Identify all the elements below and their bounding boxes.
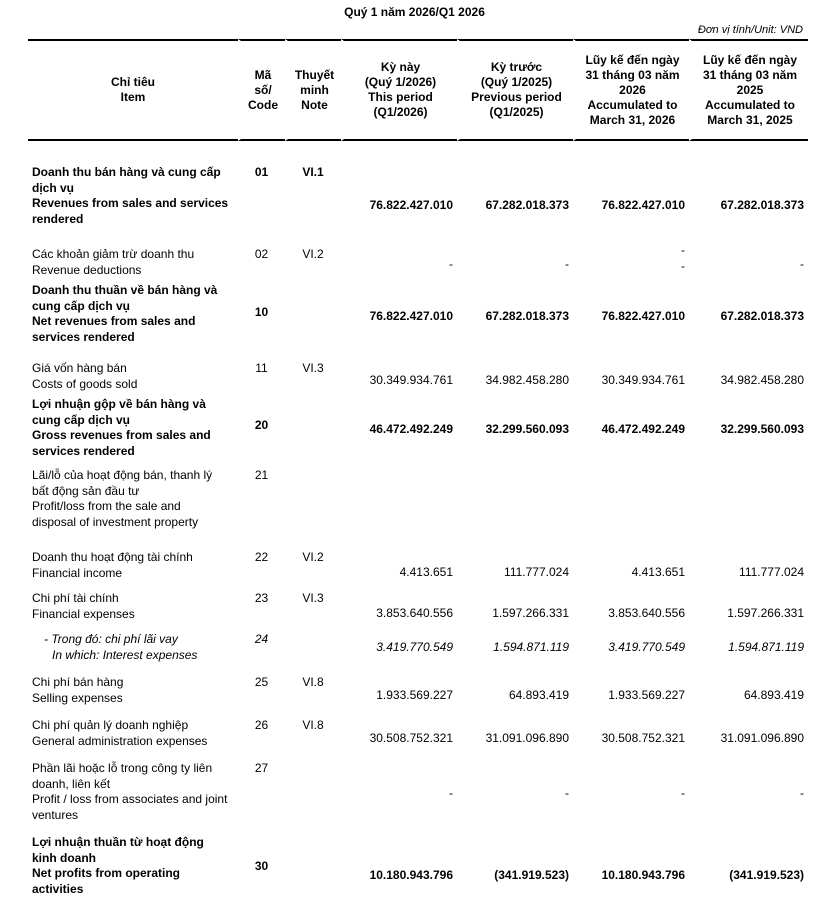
value-previous-period: 67.282.018.373 [485,197,569,212]
value-previous-period: 1.597.266.331 [492,605,569,620]
row-note [285,459,341,546]
value-this-period: 10.180.943.796 [369,867,453,882]
row-code: 27 [254,761,269,775]
value-this-period: 3.853.640.556 [376,605,453,620]
value-accumulated-2025: (341.919.523) [729,867,804,882]
value-previous-period: 31.091.096.890 [485,730,569,745]
table-row [28,345,808,394]
table-row [28,668,808,711]
row-label: Phần lãi hoặc lỗ trong công ty liên doanh, liên kết Profit / loss from associates and joint ventures [32,761,228,822]
table-row [28,627,808,668]
value-accumulated-2026: 46.472.492.249 [601,421,685,436]
header-item: Chỉ tiêu Item [28,39,238,141]
value-accumulated-2026: 3.853.640.556 [608,605,685,620]
row-code: 10 [254,305,269,319]
report-period-title: Quý 1 năm 2026/Q1 2026 [344,5,485,19]
value-accumulated-2026: 76.822.427.010 [601,197,685,212]
row-code: 24 [254,632,269,646]
header-note: Thuyết minh Note [285,39,341,141]
row-note [285,823,341,897]
value-accumulated-2025: - [800,256,804,271]
value-this-period: 30.349.934.761 [369,372,453,387]
row-code: 02 [254,247,269,261]
row-note [285,394,341,459]
value-previous-period [457,459,573,546]
header-accumulated-2026: Lũy kế đến ngày 31 tháng 03 năm 2026 Accumulated to March 31, 2026 [573,39,689,141]
value-accumulated-2025: 1.594.871.119 [728,639,804,654]
row-code: 23 [254,591,269,605]
value-accumulated-2026: - [681,785,685,800]
value-accumulated-2025: 67.282.018.373 [720,308,804,323]
row-note: VI.3 [302,591,324,605]
row-label: Chi phí bán hàng Selling expenses [32,675,124,705]
value-previous-period: - [565,785,569,800]
currency-unit-note: Đơn vị tính/Unit: VND [697,24,803,36]
row-note: VI.1 [302,165,324,179]
row-code: 30 [254,859,269,873]
row-code: 20 [254,418,269,432]
income-statement-table [28,39,808,897]
table-row [28,230,808,280]
row-note: VI.2 [302,550,324,564]
value-accumulated-2026 [573,459,689,546]
value-accumulated-2025: 32.299.560.093 [720,421,804,436]
row-label: Doanh thu thuần về bán hàng và cung cấp dịch vụ Net revenues from sales and services rendered [32,283,218,344]
row-note [285,627,341,668]
row-code: 25 [254,675,269,689]
row-label: - Trong đó: chi phí lãi vay In which: Interest expenses [44,632,198,662]
row-note: VI.8 [302,675,324,689]
value-this-period [341,459,457,546]
row-note: VI.3 [302,361,324,375]
value-accumulated-2026: - - [681,243,685,273]
value-this-period: - [449,256,453,271]
value-previous-period: 32.299.560.093 [485,421,569,436]
value-accumulated-2025: 1.597.266.331 [727,605,804,620]
row-code: 26 [254,718,269,732]
value-accumulated-2025: 34.982.458.280 [720,372,804,387]
value-accumulated-2026: 30.508.752.321 [601,730,685,745]
table-row [28,394,808,459]
value-this-period: 4.413.651 [399,564,453,579]
table-row [28,459,808,546]
value-accumulated-2025: 111.777.024 [739,564,804,579]
row-label: Lãi/lỗ của hoạt động bán, thanh lý bất động sản đầu tư Profit/loss from the sale and disposal of investment property [32,468,213,529]
row-note: VI.2 [302,247,324,261]
value-this-period: 3.419.770.549 [376,639,453,654]
table-row [28,754,808,823]
row-code: 11 [255,361,268,375]
value-accumulated-2025: 67.282.018.373 [720,197,804,212]
row-label: Chi phí quản lý doanh nghiệp General administration expenses [32,718,208,748]
value-accumulated-2025 [689,459,808,546]
value-previous-period: 111.777.024 [504,564,569,579]
row-label: Giá vốn hàng bán Costs of goods sold [32,361,138,391]
row-note [285,280,341,345]
value-accumulated-2026: 3.419.770.549 [608,639,685,654]
value-previous-period: 34.982.458.280 [485,372,569,387]
row-label: Doanh thu hoạt động tài chính Financial income [32,550,193,580]
value-previous-period: (341.919.523) [494,867,569,882]
value-accumulated-2026: 76.822.427.010 [601,308,685,323]
value-this-period: 30.508.752.321 [369,730,453,745]
row-code: 01 [254,165,269,179]
value-accumulated-2026: 10.180.943.796 [601,867,685,882]
value-this-period: 1.933.569.227 [376,687,453,702]
row-label: Chi phí tài chính Financial expenses [32,591,135,621]
table-row [28,141,808,230]
table-row [28,823,808,897]
header-previous-period: Kỳ trước (Quý 1/2025) Previous period (Q1/2025) [457,39,573,141]
row-label: Các khoản giảm trừ doanh thu Revenue deductions [32,247,195,277]
value-accumulated-2025: - [800,785,804,800]
value-this-period: 76.822.427.010 [369,308,453,323]
value-accumulated-2025: 64.893.419 [743,687,804,702]
value-this-period: - [449,785,453,800]
value-previous-period: 67.282.018.373 [485,308,569,323]
row-label: Lợi nhuận thuần từ hoạt động kinh doanh Net profits from operating activities [32,835,204,896]
row-code: 22 [254,550,269,564]
value-accumulated-2026: 4.413.651 [631,564,685,579]
table-row [28,546,808,586]
table-header-row [28,39,808,141]
header-this-period: Kỳ này (Quý 1/2026) This period (Q1/2026) [341,39,457,141]
row-code: 21 [254,468,269,482]
value-this-period: 76.822.427.010 [369,197,453,212]
value-previous-period: 64.893.419 [508,687,569,702]
table-row [28,711,808,754]
value-this-period: 46.472.492.249 [369,421,453,436]
value-previous-period: 1.594.871.119 [493,639,569,654]
row-note [285,754,341,823]
row-label: Doanh thu bán hàng và cung cấp dịch vụ Revenues from sales and services rendered [32,165,229,226]
row-note: VI.8 [302,718,324,732]
row-label: Lợi nhuận gộp về bán hàng và cung cấp dịch vụ Gross revenues from sales and services rendered [32,397,211,458]
value-accumulated-2026: 30.349.934.761 [601,372,685,387]
value-accumulated-2025: 31.091.096.890 [720,730,804,745]
header-code: Mã số/ Code [238,39,285,141]
header-accumulated-2025: Lũy kế đến ngày 31 tháng 03 năm 2025 Accumulated to March 31, 2025 [689,39,808,141]
value-previous-period: - [565,256,569,271]
value-accumulated-2026: 1.933.569.227 [608,687,685,702]
table-row [28,280,808,345]
table-row [28,586,808,627]
